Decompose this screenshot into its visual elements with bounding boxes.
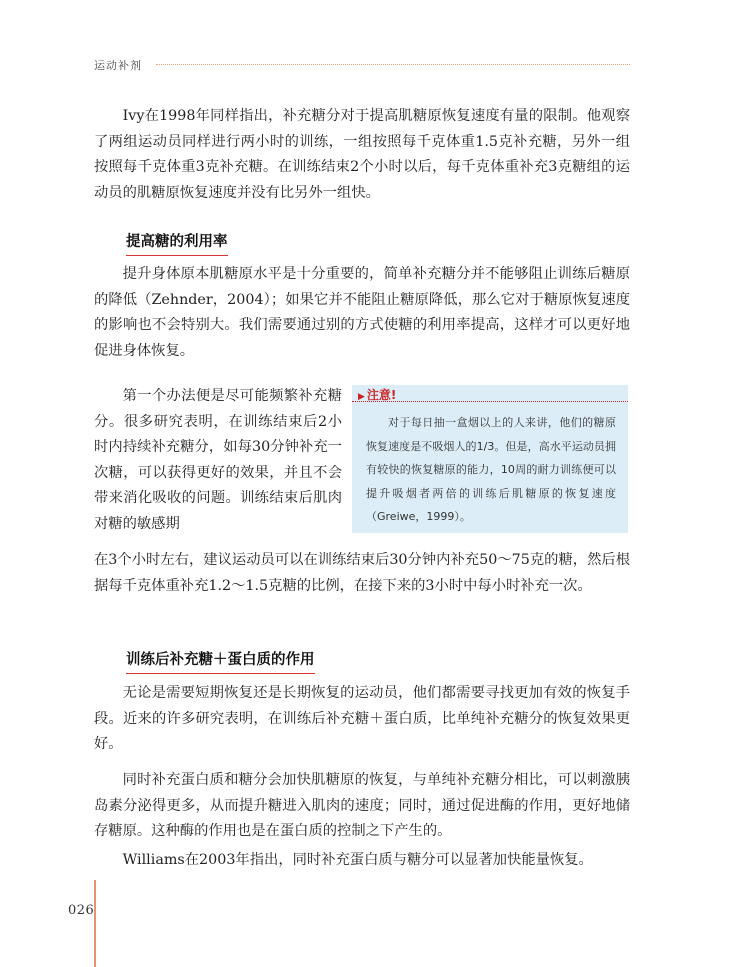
paragraph-recovery-methods: 无论是需要短期恢复还是长期恢复的运动员，他们都需要寻找更加有效的恢复手段。近来的许多研究表明，在训练后补充糖＋蛋白质，比单纯补充糖分的恢复效果更好。	[94, 685, 630, 752]
paragraph-frequent-supplement: 第一个办法便是尽可能频繁补充糖分。很多研究表明，在训练结束后2小时内持续补充糖分，如每30分钟补充一次糖，可以获得更好的效果，并且不会带来消化吸收的问题。训练结束后肌肉对糖的敏感期	[94, 388, 342, 532]
paragraph-ivy-1998: Ivy在1998年同样指出，补充糖分对于提高肌糖原恢复速度有量的限制。他观察了两组运动员同样进行两小时的训练，一组按照每千克体重1.5克补充糖，另外一组按照每千克体重3克补充糖。在训练结束2个小时以后，每千克体重补充3克糖组的运动员的肌糖原恢复速度并没有比另外一组快。	[94, 108, 630, 201]
heading-sugar-protein: 训练后补充糖＋蛋白质的作用	[126, 648, 315, 674]
note-title-rule	[352, 401, 628, 402]
header-dotted-rule	[156, 64, 630, 65]
section-title: 运动补剂	[94, 59, 142, 72]
margin-rule	[94, 880, 96, 967]
note-text: 对于每日抽一盒烟以上的人来讲，他们的糖原恢复速度是不吸烟人的1/3。但是，高水平运动员拥有较快的恢复糖原的能力，10周的耐力训练便可以提升吸烟者两倍的训练后肌糖原的恢复速度（Greiwe，1999）。	[366, 416, 616, 523]
triangle-icon: ▶	[358, 392, 365, 402]
note-title-label: 注意!	[366, 388, 397, 402]
paragraph-sensitivity-window: 在3个小时左右，建议运动员可以在训练结束后30分钟内补充50～75克的糖，然后根据每千克体重补充1.2～1.5克糖的比例，在接下来的3小时中每小时补充一次。	[94, 552, 630, 594]
paragraph-williams-2003: Williams在2003年指出，同时补充蛋白质与糖分可以显著加快能量恢复。	[122, 852, 593, 868]
page-number: 026	[68, 903, 95, 918]
heading-improve-sugar-utilization: 提高糖的利用率	[126, 230, 228, 256]
paragraph-protein-and-sugar: 同时补充蛋白质和糖分会加快肌糖原的恢复，与单纯补充糖分相比，可以刺激胰岛素分泌得更多，从而提升糖进入肌肉的速度；同时，通过促进酶的作用，更好地储存糖原。这种酶的作用也是在蛋白质的控制之下产生的。	[94, 772, 630, 839]
paragraph-glycogen-level: 提升身体原本肌糖原水平是十分重要的，简单补充糖分并不能够阻止训练后糖原的降低（Zehnder，2004）；如果它并不能阻止糖原降低，那么它对于糖原恢复速度的影响也不会特别大。我们需要通过别的方式使糖的利用率提高，这样才可以更好地促进身体恢复。	[94, 266, 630, 359]
note-callout	[352, 385, 628, 533]
